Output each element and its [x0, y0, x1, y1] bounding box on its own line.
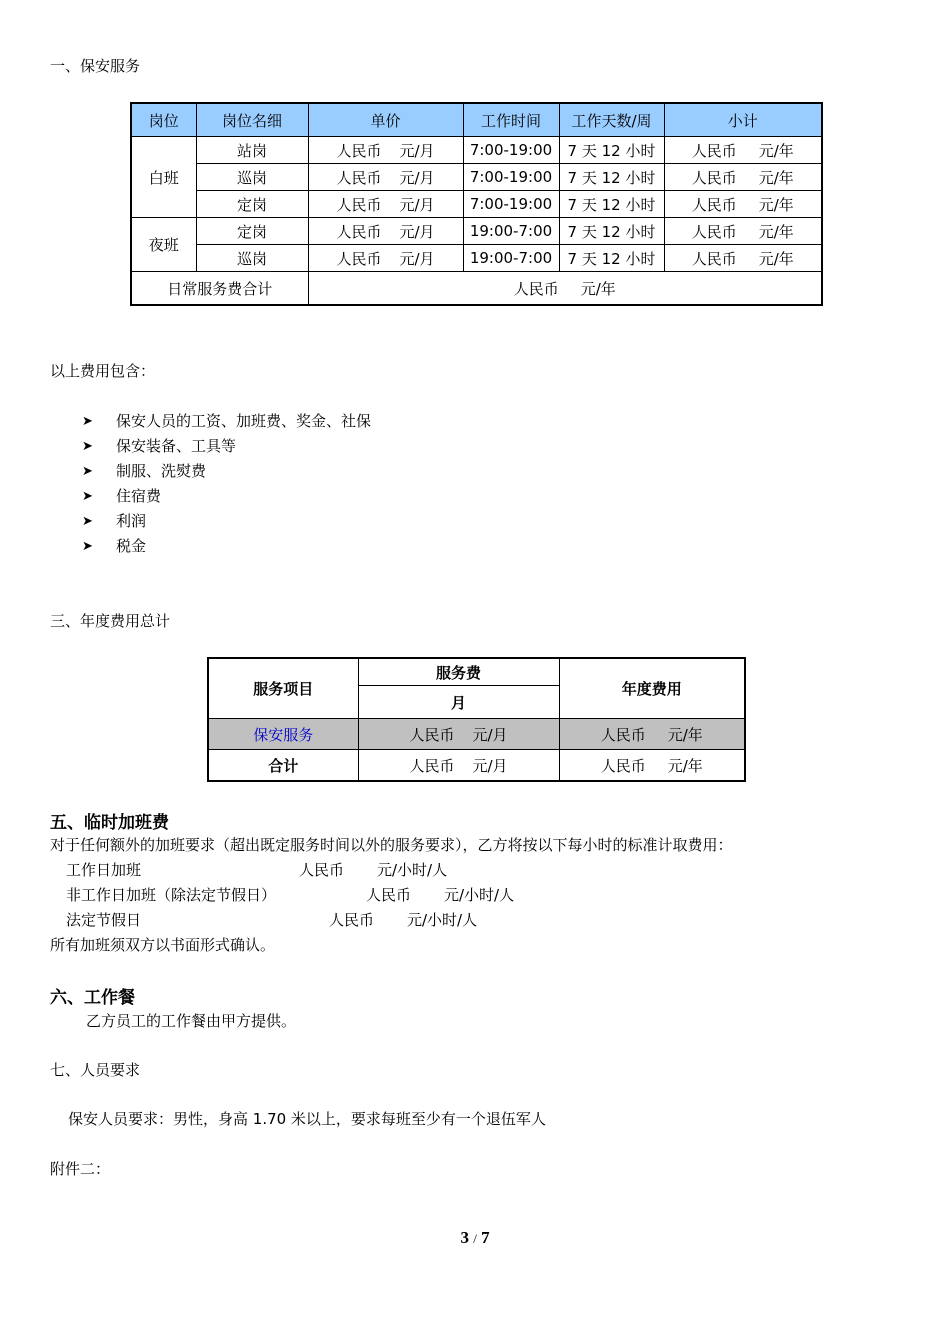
shift-night: 夜班 — [131, 218, 196, 272]
subtotal-cell: 人民币 元/年 — [664, 137, 822, 164]
post-cell: 站岗 — [196, 137, 308, 164]
section3-title: 三、年度费用总计 — [50, 612, 171, 630]
header-service-item: 服务项目 — [208, 658, 358, 719]
arrow-bullet-icon: ➤ — [82, 439, 93, 454]
list-item: ➤ 利润 — [82, 512, 147, 530]
table-row — [131, 245, 822, 272]
list-item: ➤ 保安人员的工资、加班费、奖金、社保 — [82, 412, 372, 430]
table-row — [208, 750, 745, 782]
shift-day: 白班 — [131, 137, 196, 218]
overtime-unit: 元/小时/人 — [407, 911, 478, 929]
price-cell: 人民币 元/月 — [308, 164, 463, 191]
table-header-row — [208, 658, 745, 686]
arrow-bullet-icon: ➤ — [82, 514, 93, 529]
overtime-currency: 人民币 — [366, 886, 412, 904]
annual-fee-table — [207, 657, 746, 782]
annual-fee-cell: 人民币 元/年 — [559, 719, 745, 750]
header-work-time: 工作时间 — [463, 103, 559, 137]
days-cell: 7 天 12 小时 — [559, 191, 664, 218]
overtime-row — [66, 859, 447, 880]
subtotal-cell: 人民币 元/年 — [664, 191, 822, 218]
total-label: 日常服务费合计 — [131, 272, 308, 306]
days-cell: 7 天 12 小时 — [559, 218, 664, 245]
section7-text: 保安人员要求：男性，身高 1.70 米以上，要求每班至少有一个退伍军人 — [68, 1110, 546, 1128]
arrow-bullet-icon: ➤ — [82, 539, 93, 554]
post-cell: 定岗 — [196, 218, 308, 245]
arrow-bullet-icon: ➤ — [82, 414, 93, 429]
table-row — [131, 164, 822, 191]
total-pages: 7 — [481, 1228, 490, 1247]
attachment-label: 附件二： — [50, 1160, 111, 1178]
table-row — [131, 218, 822, 245]
days-cell: 7 天 12 小时 — [559, 245, 664, 272]
price-cell: 人民币 元/月 — [308, 137, 463, 164]
header-annual-fee: 年度费用 — [559, 658, 745, 719]
section7-title: 七、人员要求 — [50, 1061, 141, 1079]
post-cell: 巡岗 — [196, 164, 308, 191]
overtime-unit: 元/小时/人 — [444, 886, 515, 904]
overtime-unit: 元/小时/人 — [377, 861, 448, 879]
monthly-fee-cell: 人民币 元/月 — [358, 750, 559, 782]
subtotal-cell: 人民币 元/年 — [664, 164, 822, 191]
table-header-row — [131, 103, 822, 137]
arrow-bullet-icon: ➤ — [82, 489, 93, 504]
header-subtotal: 小计 — [664, 103, 822, 137]
price-cell: 人民币 元/月 — [308, 191, 463, 218]
arrow-bullet-icon: ➤ — [82, 464, 93, 479]
section5-note: 所有加班须双方以书面形式确认。 — [50, 936, 276, 954]
list-item: ➤ 住宿费 — [82, 487, 162, 505]
section6-title: 六、工作餐 — [50, 988, 135, 1008]
time-cell: 19:00-7:00 — [463, 245, 559, 272]
subtotal-cell: 人民币 元/年 — [664, 218, 822, 245]
includes-title: 以上费用包含： — [50, 362, 156, 380]
table-row — [208, 719, 745, 750]
price-cell: 人民币 元/月 — [308, 218, 463, 245]
section5-intro: 对于任何额外的加班要求（超出既定服务时间以外的服务要求），乙方将按以下每小时的标准计取费用： — [50, 836, 733, 854]
table-row — [131, 191, 822, 218]
time-cell: 7:00-19:00 — [463, 191, 559, 218]
list-item: ➤ 制服、洗熨费 — [82, 462, 207, 480]
overtime-label: 法定节假日 — [66, 911, 142, 929]
table-row — [131, 137, 822, 164]
includes-list — [82, 409, 371, 559]
overtime-label: 非工作日加班（除法定节假日） — [66, 886, 277, 904]
header-post: 岗位 — [131, 103, 196, 137]
header-service-fee: 服务费 — [358, 658, 559, 686]
post-cell: 定岗 — [196, 191, 308, 218]
time-cell: 7:00-19:00 — [463, 164, 559, 191]
security-service-table — [130, 102, 823, 306]
header-unit-price: 单价 — [308, 103, 463, 137]
overtime-currency: 人民币 — [329, 911, 375, 929]
table-total-row — [131, 272, 822, 306]
section5-title: 五、临时加班费 — [50, 813, 169, 833]
days-cell: 7 天 12 小时 — [559, 164, 664, 191]
header-post-detail: 岗位名细 — [196, 103, 308, 137]
days-cell: 7 天 12 小时 — [559, 137, 664, 164]
list-item: ➤ 税金 — [82, 537, 147, 555]
current-page: 3 — [460, 1228, 469, 1247]
monthly-fee-cell: 人民币 元/月 — [358, 719, 559, 750]
service-item-link[interactable]: 保安服务 — [208, 719, 358, 750]
header-month: 月 — [358, 686, 559, 719]
overtime-row — [66, 884, 514, 905]
page-number — [0, 1228, 950, 1248]
total-value: 人民币 元/年 — [308, 272, 822, 306]
price-cell: 人民币 元/月 — [308, 245, 463, 272]
overtime-label: 工作日加班 — [66, 861, 142, 879]
page-separator: / — [473, 1231, 477, 1246]
total-label: 合计 — [208, 750, 358, 782]
subtotal-cell: 人民币 元/年 — [664, 245, 822, 272]
header-work-days: 工作天数/周 — [559, 103, 664, 137]
overtime-row — [66, 909, 477, 930]
post-cell: 巡岗 — [196, 245, 308, 272]
time-cell: 19:00-7:00 — [463, 218, 559, 245]
annual-fee-cell: 人民币 元/年 — [559, 750, 745, 782]
list-item: ➤ 保安装备、工具等 — [82, 437, 237, 455]
section6-text: 乙方员工的工作餐由甲方提供。 — [86, 1012, 297, 1030]
time-cell: 7:00-19:00 — [463, 137, 559, 164]
overtime-currency: 人民币 — [299, 861, 345, 879]
section1-title: 一、保安服务 — [50, 57, 141, 75]
